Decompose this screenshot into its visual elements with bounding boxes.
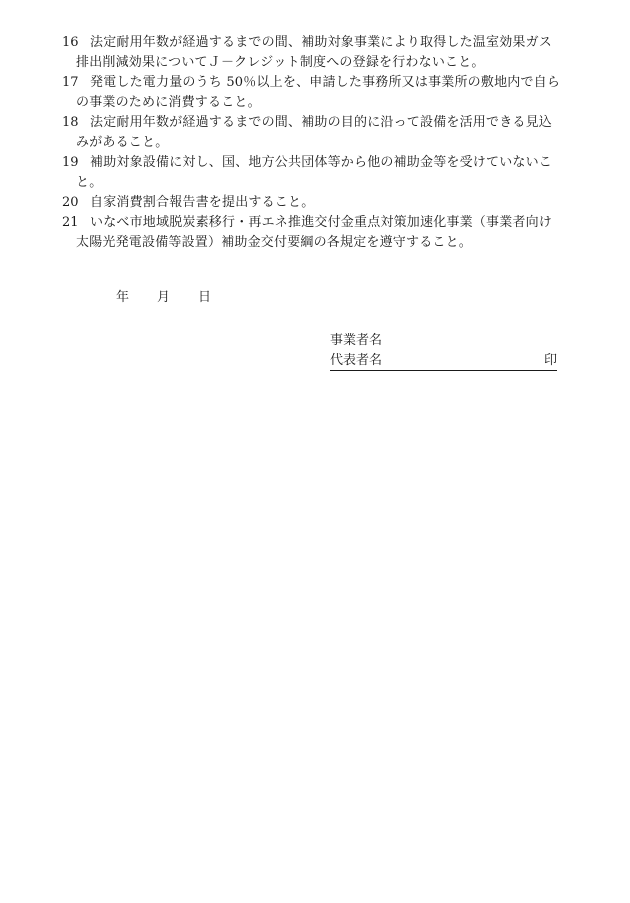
business-name-label: 事業者名	[330, 333, 383, 348]
item-number: 16	[62, 35, 79, 50]
item-number: 17	[62, 75, 79, 90]
item-number: 21	[62, 215, 79, 230]
list-item	[62, 213, 562, 253]
item-text: 発電した電力量のうち 50％以上を、申請した事務所又は事業所の敷地内で自らの事業のために消費すること。	[76, 75, 561, 110]
year-label: 年	[116, 290, 130, 305]
item-text: 自家消費割合報告書を提出すること。	[90, 195, 315, 210]
item-text: 補助対象設備に対し、国、地方公共団体等から他の補助金等を受けていないこと。	[76, 155, 553, 190]
conditions-list	[62, 33, 562, 253]
item-number: 19	[62, 155, 79, 170]
item-text: いなべ市地域脱炭素移行・再エネ推進交付金重点対策加速化事業（事業者向け太陽光発電設備等設置）補助金交付要綱の各規定を遵守すること。	[76, 215, 553, 250]
seal-mark: 印	[543, 353, 557, 368]
month-label: 月	[157, 290, 171, 305]
list-item	[62, 193, 562, 213]
item-number: 18	[62, 115, 79, 130]
representative-label: 代表者名	[330, 353, 383, 368]
list-item	[62, 153, 562, 193]
list-item	[62, 113, 562, 153]
item-number: 20	[62, 195, 79, 210]
representative-signature-line	[330, 353, 557, 371]
list-item	[62, 73, 562, 113]
list-item	[62, 33, 562, 73]
day-label: 日	[198, 290, 212, 305]
item-text: 法定耐用年数が経過するまでの間、補助対象事業により取得した温室効果ガス排出削減効果についてＪ－クレジット制度への登録を行わないこと。	[76, 35, 553, 70]
item-text: 法定耐用年数が経過するまでの間、補助の目的に沿って設備を活用できる見込みがあること。	[76, 115, 553, 150]
